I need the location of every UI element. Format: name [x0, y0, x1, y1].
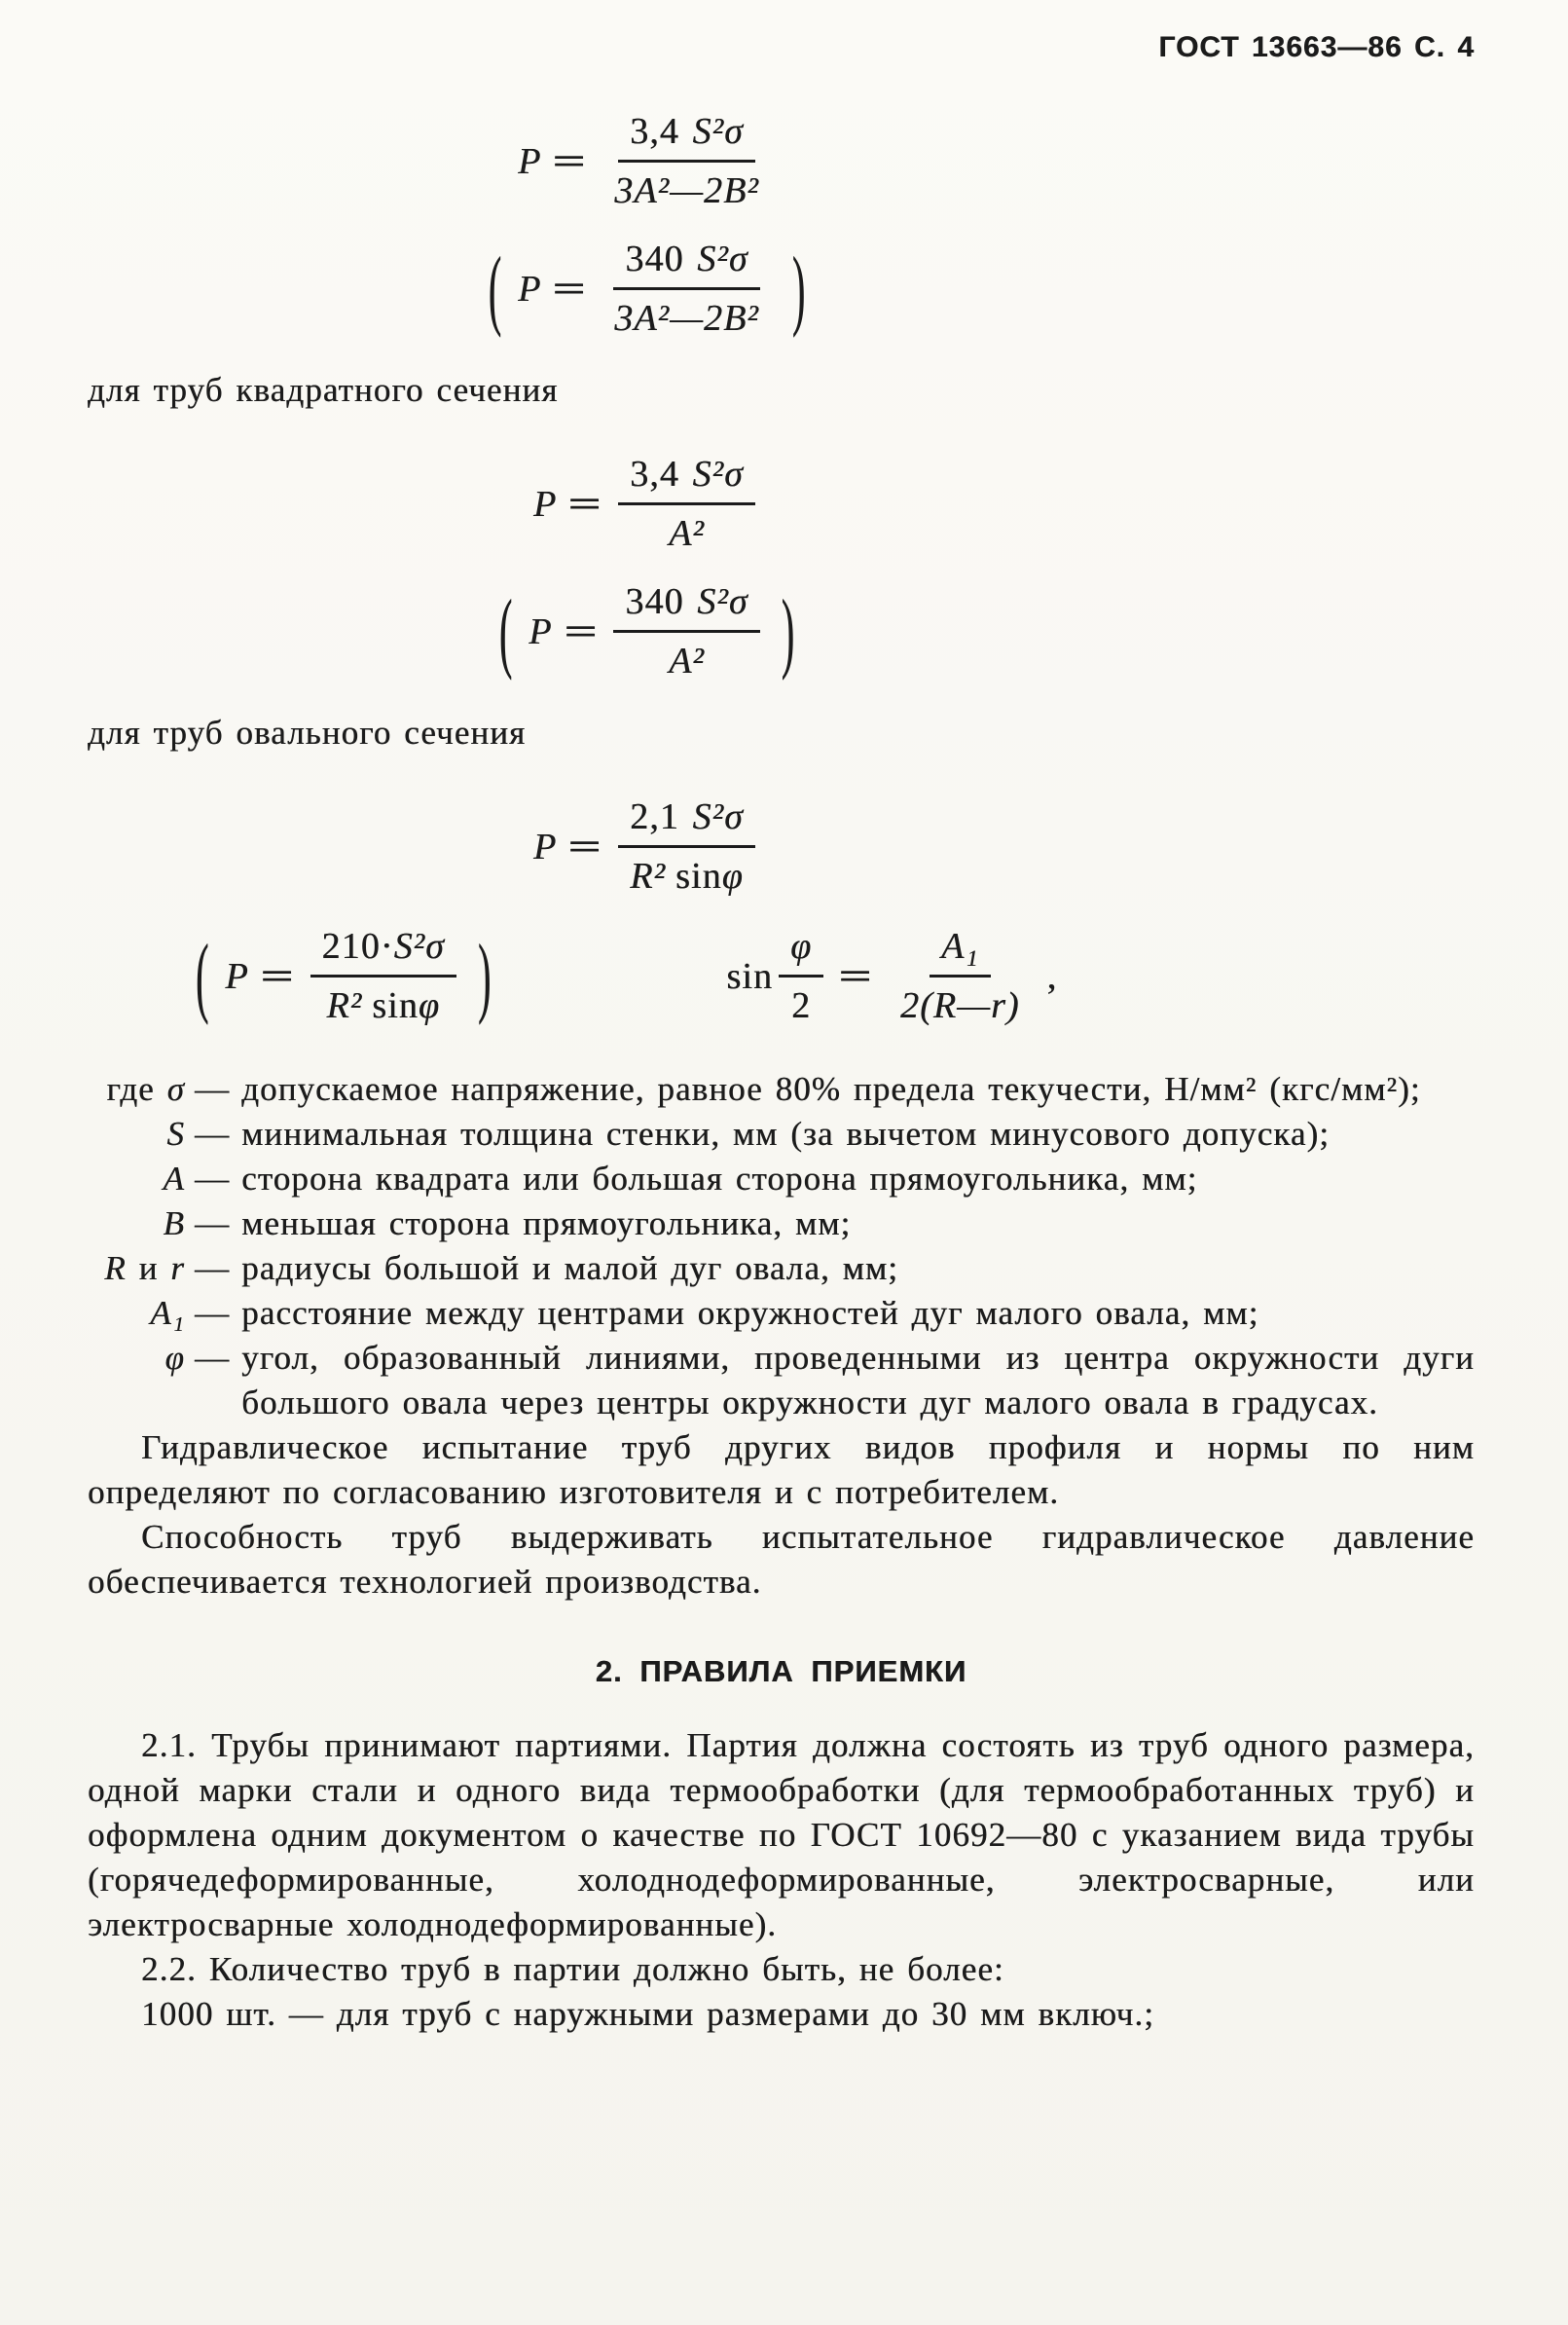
variable-term: S²σ — [697, 239, 748, 279]
formula-sin-half-angle — [726, 924, 1057, 1028]
term-conjunction: и — [138, 1249, 159, 1287]
coefficient: 3,4 — [630, 454, 679, 495]
definition-dash: — — [195, 1204, 231, 1242]
fraction — [618, 794, 755, 899]
variable-term: R² — [630, 856, 667, 897]
section-title-acceptance-rules: 2. ПРАВИЛА ПРИЕМКИ — [595, 1654, 967, 1688]
left-paren: ( — [196, 924, 210, 1026]
fraction-numerator: φ — [779, 924, 823, 978]
formula-lhs: P — [518, 268, 542, 310]
sin-function: sin — [372, 985, 419, 1026]
variable-term: S²σ — [692, 111, 744, 152]
variable-term: φ — [721, 856, 744, 897]
right-paren: ) — [781, 579, 796, 682]
paragraph-2-2: 2.2. Количество труб в партии должно быть, не более: — [141, 1950, 1004, 1988]
term-symbol: R — [104, 1249, 127, 1287]
term-symbol: σ — [166, 1070, 185, 1108]
fraction — [618, 452, 755, 556]
formula-lhs: P — [225, 955, 249, 997]
fraction-denominator: 3A²—2B² — [614, 298, 759, 339]
coefficient: 340 — [625, 239, 684, 279]
definition-term — [88, 1291, 185, 1336]
definition-term — [88, 1201, 185, 1246]
formula-zone — [88, 97, 1207, 352]
fraction-denominator — [618, 848, 755, 899]
right-paren: ) — [478, 924, 492, 1026]
fraction-denominator: A² — [669, 513, 705, 554]
formula-rect-kgs — [88, 225, 1207, 352]
fraction — [613, 579, 759, 683]
fraction-numerator — [613, 579, 759, 633]
definition-text: сторона квадрата или большая сторона прямоугольника, мм; — [241, 1160, 1198, 1198]
definition-text: радиусы большой и малой дуг овала, мм; — [241, 1249, 899, 1287]
formula-square-kgs — [88, 568, 1207, 695]
definition-text: расстояние между центрами окружностей дуг малого овала, мм; — [241, 1294, 1259, 1332]
definition-phi — [88, 1336, 1475, 1425]
equals-sign: = — [567, 483, 603, 525]
variable-term: S²σ — [393, 926, 445, 967]
definition-dash: — — [195, 1339, 231, 1377]
definition-term — [88, 1246, 185, 1291]
fraction-denominator: 3A²—2B² — [614, 170, 759, 211]
fraction — [310, 924, 457, 1028]
formula-rect-si — [88, 97, 1207, 225]
definition-a — [88, 1157, 1475, 1201]
term-symbol: A₁ — [150, 1294, 185, 1332]
trailing-comma: , — [1046, 955, 1058, 997]
definition-term — [88, 1112, 185, 1157]
definition-dash: — — [195, 1294, 231, 1332]
definition-text: меньшая сторона прямоугольника, мм; — [241, 1204, 852, 1242]
definition-b — [88, 1201, 1475, 1246]
equals-sign: = — [259, 955, 296, 997]
fraction-denominator — [314, 978, 452, 1028]
fraction-numerator — [618, 109, 755, 163]
coefficient: 2,1 — [630, 796, 679, 837]
variable-term: S²σ — [692, 454, 744, 495]
variable-term: S²σ — [697, 581, 748, 622]
formula-lhs: P — [518, 140, 542, 182]
fraction-numerator: A₁ — [930, 924, 991, 978]
sin-function: sin — [675, 856, 722, 897]
term-prefix: где — [106, 1070, 155, 1108]
term-symbol: φ — [164, 1339, 185, 1377]
term-symbol: S — [166, 1115, 185, 1153]
fraction — [602, 237, 771, 341]
formula-row-oval-kgs-and-sin — [88, 910, 1475, 1042]
fraction-numerator — [613, 237, 759, 290]
definitions-list — [88, 1067, 1475, 1425]
definition-dash: — — [195, 1115, 231, 1153]
paragraph-hydraulic-test: Гидравлическое испытание труб других видов профиля и нормы по ним определяют по согласованию изготовителя и с потребителем. — [88, 1428, 1475, 1511]
definition-term — [88, 1067, 185, 1112]
variable-term: R² — [326, 985, 363, 1026]
definition-term — [88, 1336, 185, 1381]
sin-function: sin — [726, 955, 774, 997]
coefficient: 3,4 — [630, 111, 679, 152]
formula-square-si — [88, 440, 1207, 568]
term-symbol: B — [163, 1204, 185, 1242]
equals-sign: = — [563, 610, 600, 652]
paragraph-ability: Способность труб выдерживать испытательное гидравлическое давление обеспечивается технологией производства. — [88, 1518, 1475, 1601]
right-paren: ) — [791, 237, 807, 339]
definition-dash: — — [195, 1249, 231, 1287]
page-header-standard-number: ГОСТ 13663—86 С. 4 — [1158, 31, 1475, 63]
caption-oval-tubes: для труб овального сечения — [88, 714, 527, 752]
variable-term: φ — [418, 985, 441, 1026]
fraction-denominator: A² — [669, 641, 705, 682]
equals-sign: = — [552, 268, 589, 310]
fraction-numerator — [618, 452, 755, 505]
formula-zone — [88, 783, 1207, 910]
equals-sign: = — [552, 140, 589, 182]
equals-sign: = — [567, 826, 603, 867]
fraction-numerator — [618, 794, 755, 848]
coefficient: 340 — [625, 581, 684, 622]
definition-sigma — [88, 1067, 1475, 1112]
paragraph-1000-pcs: 1000 шт. — для труб с наружными размерами до 30 мм включ.; — [141, 1995, 1155, 2033]
formula-oval-si — [88, 783, 1207, 910]
fraction — [602, 109, 771, 213]
equals-sign: = — [838, 955, 874, 997]
fraction-denominator: 2 — [791, 985, 812, 1026]
definition-r-and-r — [88, 1246, 1475, 1291]
definition-text: минимальная толщина стенки, мм (за вычетом минусового допуска); — [241, 1115, 1331, 1153]
fraction — [889, 924, 1032, 1028]
definition-term — [88, 1157, 185, 1201]
definition-dash: — — [195, 1160, 231, 1198]
left-paren: ( — [498, 579, 514, 682]
formula-lhs: P — [533, 483, 558, 525]
definition-text: допускаемое напряжение, равное 80% предела текучести, Н/мм² (кгс/мм²); — [241, 1070, 1421, 1108]
formula-lhs: P — [529, 610, 553, 652]
definition-dash: — — [195, 1070, 231, 1108]
definition-a1 — [88, 1291, 1475, 1336]
term-symbol: r — [170, 1249, 185, 1287]
left-paren: ( — [488, 237, 503, 339]
fraction-numerator — [310, 924, 457, 978]
fraction — [779, 924, 823, 1028]
formula-lhs: P — [533, 826, 558, 867]
coefficient: 210· — [321, 926, 394, 967]
caption-square-tubes: для труб квадратного сечения — [88, 371, 559, 409]
paragraph-2-1: 2.1. Трубы принимают партиями. Партия должна состоять из труб одного размера, одной марки стали и одного вида термообработки (для термообработанных труб) и оформлена одним документом о качестве по ГОСТ 10692—80 с указанием вида трубы (горячедеформированные, холоднодеформированные, электросварные, или электросварные холоднодеформированные). — [88, 1726, 1475, 1943]
variable-term: S²σ — [692, 796, 744, 837]
definition-s — [88, 1112, 1475, 1157]
formula-oval-kgs — [180, 924, 507, 1028]
term-symbol: A — [163, 1160, 185, 1198]
definition-text: угол, образованный линиями, проведенными из центра окружности дуги большого овала через центры окружности дуг малого овала в градусах. — [241, 1339, 1475, 1421]
fraction-denominator: 2(R—r) — [899, 985, 1020, 1026]
formula-zone — [88, 440, 1207, 695]
